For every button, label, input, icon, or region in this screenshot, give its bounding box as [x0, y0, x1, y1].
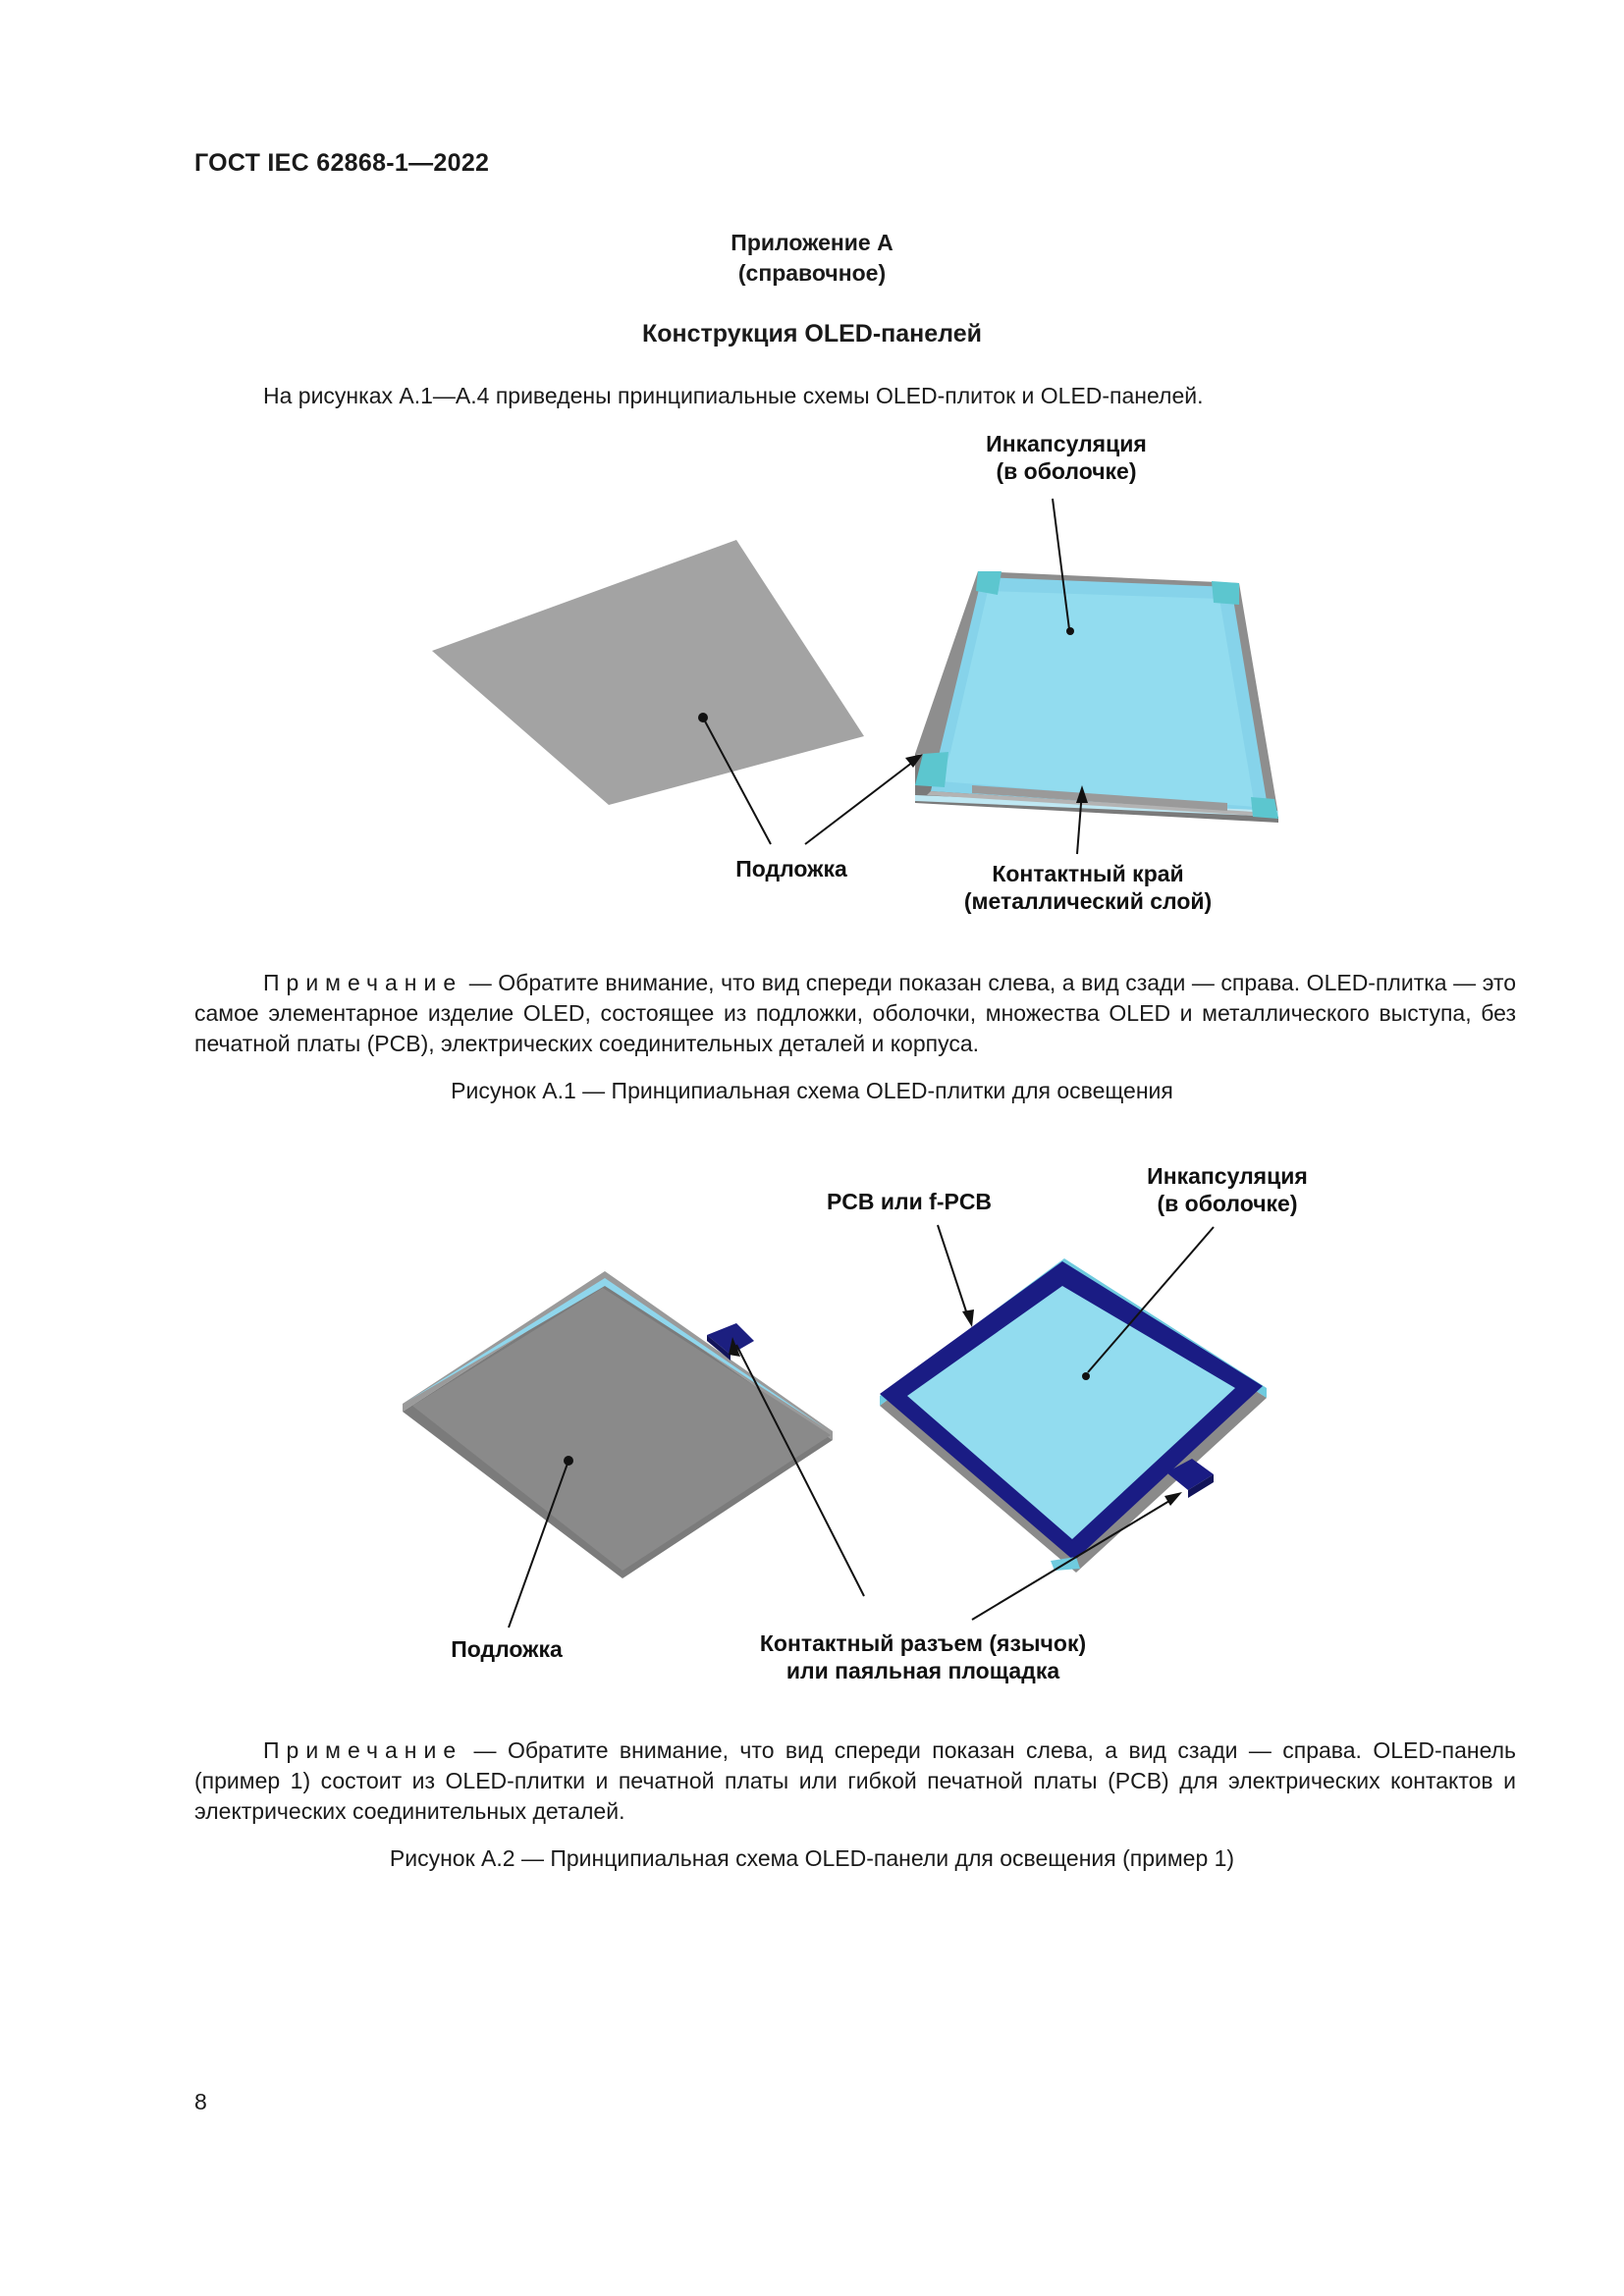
page-number: 8	[194, 2089, 207, 2114]
fig1-label-contact-edge-2: (металлический слой)	[963, 888, 1213, 914]
note-label: Примечание	[263, 970, 463, 995]
fig2-oled-panel-back-view	[880, 1258, 1267, 1573]
note-text: — Обратите внимание, что вид спереди показан слева, а вид сзади — справа. OLED-панель (пример 1) состоит из OLED-плитки и печатной платы или гибкой печатной платы (PCB) для электрических контактов и электрических соединительных деталей.	[194, 1737, 1517, 1824]
figure-a1-diagram	[0, 422, 1624, 933]
fig1-label-encapsulation-2: (в оболочке)	[996, 458, 1137, 484]
figure-a2-diagram	[0, 1148, 1624, 1698]
fig2-label-encapsulation-1: Инкапсуляция	[1147, 1163, 1308, 1189]
fig2-label-encapsulation-2: (в оболочке)	[1157, 1191, 1298, 1216]
fig1-label-substrate: Подложка	[735, 856, 847, 881]
fig1-label-contact-edge-1: Контактный край	[992, 861, 1184, 886]
appendix-title: Приложение А	[731, 230, 893, 255]
fig2-label-pcb: PCB или f-PCB	[826, 1189, 993, 1214]
figure-a2-note	[194, 1735, 1516, 1827]
fig2-label-connector-2: или паяльная площадка	[785, 1658, 1060, 1683]
figure-a1-caption: Рисунок А.1 — Принципиальная схема OLED-плитки для освещения	[451, 1078, 1173, 1103]
fig1-substrate-plate	[432, 540, 864, 805]
note-label: Примечание	[263, 1737, 463, 1763]
fig2-oled-panel-front-view	[403, 1271, 833, 1578]
fig1-label-encapsulation-1: Инкапсуляция	[986, 431, 1147, 456]
intro-paragraph: На рисунках А.1—А.4 приведены принципиальные схемы OLED-плиток и OLED-панелей.	[263, 383, 1204, 408]
appendix-heading	[0, 228, 1624, 289]
note-text: — Обратите внимание, что вид спереди показан слева, а вид сзади — справа. OLED-плитка — это самое элементарное изделие OLED, состоящее из подложки, оболочки, множества OLED и металлического выступа, без печатной платы (PCB), электрических соединительных деталей и корпуса.	[194, 970, 1517, 1056]
fig2-label-connector-1: Контактный разъем (язычок)	[759, 1630, 1087, 1656]
fig2-label-substrate: Подложка	[451, 1636, 563, 1662]
section-title: Конструкция OLED-панелей	[641, 320, 982, 347]
document-header: ГОСТ IEC 62868-1—2022	[194, 149, 490, 177]
figure-a2-caption: Рисунок А.2 — Принципиальная схема OLED-панели для освещения (пример 1)	[389, 1845, 1235, 1871]
figure-a1-note	[194, 968, 1516, 1059]
appendix-type: (справочное)	[737, 260, 887, 286]
